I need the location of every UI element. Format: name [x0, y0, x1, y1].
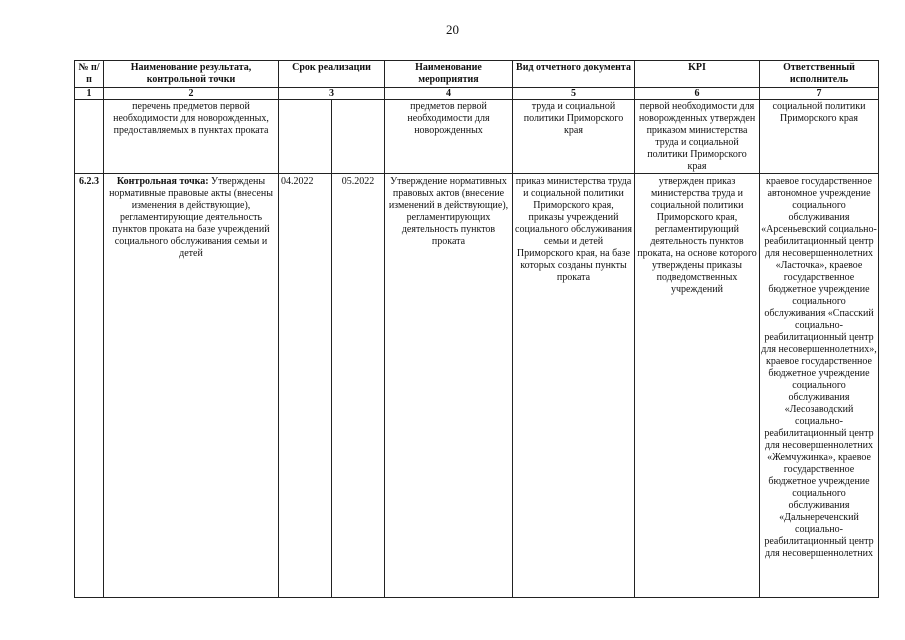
kpi-cell: утвержден приказ министерства труда и социальной политики Приморского края, регламентирующий деятельность пунктов проката, на основе которого утверждены приказы подведомственных учреждений	[635, 174, 760, 598]
header-num: № п/п	[75, 61, 104, 88]
plan-table	[74, 60, 879, 598]
start-date-cell: 04.2022	[279, 174, 332, 598]
col-number-2: 2	[104, 88, 279, 100]
kpi-cell: первой необходимости для новорожденных утвержден приказом министерства труда и социальной политики Приморского края	[635, 100, 760, 174]
header-report: Вид отчетного документа	[513, 61, 635, 88]
column-number-row	[75, 88, 879, 100]
event-cell: предметов первой необходимости для новорожденных	[385, 100, 513, 174]
executor-cell: краевое государственное автономное учреждение социального обслуживания «Арсеньевский социально-реабилитационный центр для несовершеннолетних «Ласточка», краевое государственное бюджетное учреждение социального обслуживания «Спасский социально-реабилитационный центр для несовершеннолетних», краевое государственное бюджетное учреждение социального обслуживания «Лесозаводский социально-реабилитационный центр для несовершеннолетних «Жемчужинка», краевое государственное бюджетное учреждение социального обслуживания «Дальнереченский социально-реабилитационный центр для несовершеннолетних	[760, 174, 879, 598]
control-point-text: Утверждены нормативные правовые акты (внесены изменения в действующие), регламентирующие деятельность пунктов проката на базе учреждений социального обслуживания семьи и детей	[109, 176, 273, 259]
col-number-5: 5	[513, 88, 635, 100]
report-cell: приказ министерства труда и социальной политики Приморского края, приказы учреждений социального обслуживания семьи и детей Приморского края, на базе которых созданы пункты проката	[513, 174, 635, 598]
page-number: 20	[446, 22, 459, 37]
header-kpi: KPI	[635, 61, 760, 88]
start-date-cell	[279, 100, 332, 174]
executor-cell: социальной политики Приморского края	[760, 100, 879, 174]
col-number-3: 3	[279, 88, 385, 100]
table-row	[75, 100, 879, 174]
header-row	[75, 61, 879, 88]
table-header	[75, 61, 879, 88]
control-point-label: Контрольная точка:	[116, 176, 209, 187]
row-number-cell: 6.2.3	[75, 174, 104, 598]
col-number-4: 4	[385, 88, 513, 100]
report-cell: труда и социальной политики Приморского края	[513, 100, 635, 174]
end-date-cell	[332, 100, 385, 174]
header-executor: Ответственный исполнитель	[760, 61, 879, 88]
event-cell: Утверждение нормативных правовых актов (внесение изменений в действующие), регламентирующих деятельность пунктов проката	[385, 174, 513, 598]
header-result: Наименование результата, контрольной точки	[104, 61, 279, 88]
col-number-1: 1	[75, 88, 104, 100]
result-cell: перечень предметов первой необходимости для новорожденных, предоставляемых в пунктах проката	[104, 100, 279, 174]
header-period: Срок реализации	[279, 61, 385, 88]
header-event: Наименование мероприятия	[385, 61, 513, 88]
col-number-6: 6	[635, 88, 760, 100]
row-number-cell	[75, 100, 104, 174]
col-number-7: 7	[760, 88, 879, 100]
end-date-cell: 05.2022	[332, 174, 385, 598]
table-row	[75, 174, 879, 598]
result-cell	[104, 174, 279, 598]
